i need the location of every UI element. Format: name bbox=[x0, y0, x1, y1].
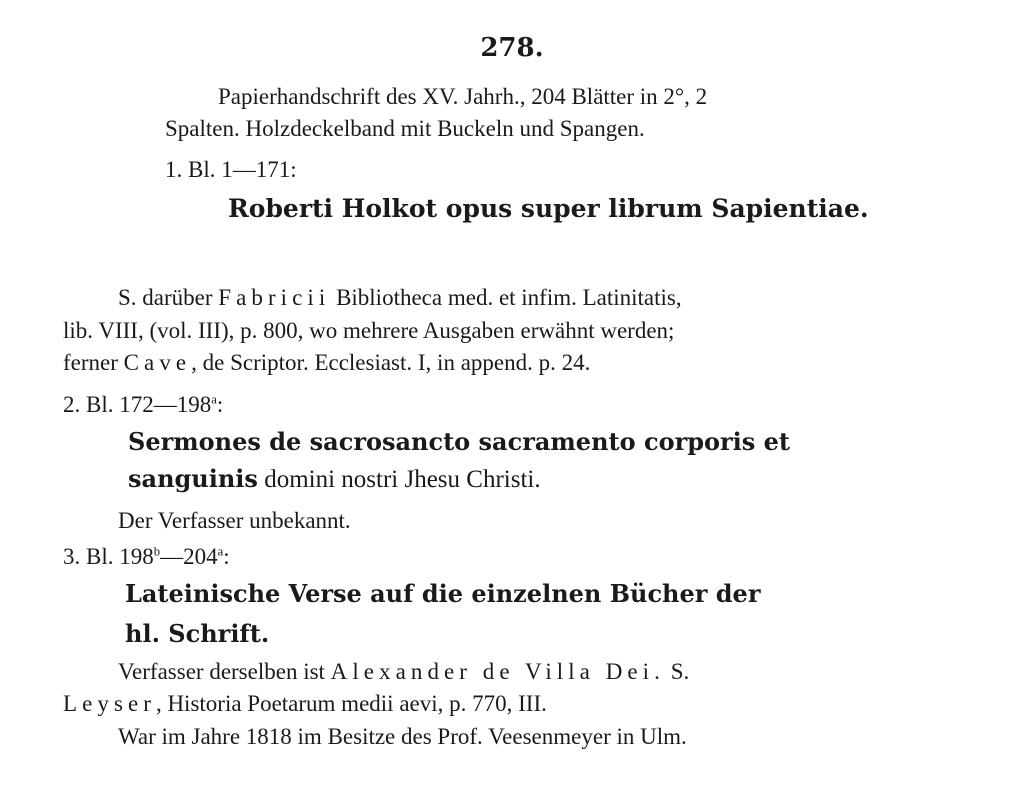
note-1-text: S. darüber bbox=[118, 285, 213, 310]
author-name-cave: Cave bbox=[123, 350, 192, 375]
author-name-fabricius: Fabricii bbox=[218, 285, 331, 310]
note-1-line-3 bbox=[63, 351, 590, 374]
item-1-title: Roberti Holkot opus super librum Sapientiae. bbox=[228, 194, 869, 223]
item-2-reference bbox=[63, 393, 223, 416]
item-3-ref-sup-2: a bbox=[217, 544, 224, 559]
note-3-line-3: War im Jahre 1818 im Besitze des Prof. Veesenmeyer in Ulm. bbox=[118, 724, 687, 749]
item-2-note: Der Verfasser unbekannt. bbox=[118, 508, 351, 533]
note-3-text: , Historia Poetarum medii aevi, p. 770, III. bbox=[155, 691, 547, 716]
note-1-line-2: lib. VIII, (vol. III), p. 800, wo mehrere Ausgaben erwähnt werden; bbox=[63, 318, 675, 343]
intro-line-1: Papierhandschrift des XV. Jahrh., 204 Blätter in 2°, 2 bbox=[218, 84, 708, 109]
author-name-leyser: Leyser bbox=[63, 691, 156, 716]
item-2-title-bold: sanguinis bbox=[128, 464, 258, 493]
item-2-title-line-2 bbox=[128, 464, 541, 493]
note-3-line-2 bbox=[63, 692, 547, 715]
item-3-ref-text: 3. Bl. 198 bbox=[63, 544, 154, 569]
item-3-title-line-1: Lateinische Verse auf die einzelnen Bücher der bbox=[125, 579, 761, 608]
note-1-text: ferner bbox=[63, 350, 118, 375]
item-1-reference: 1. Bl. 1—171: bbox=[165, 157, 297, 182]
item-3-reference bbox=[63, 545, 230, 568]
item-2-ref-sup: a bbox=[211, 392, 217, 407]
note-3-line-1 bbox=[118, 660, 689, 683]
note-3-text: Verfasser derselben ist bbox=[118, 659, 325, 684]
page-number: 278. bbox=[480, 33, 544, 63]
note-1-text: Bibliotheca med. et infim. Latinitatis, bbox=[336, 285, 682, 310]
note-1-line-1 bbox=[118, 286, 682, 309]
note-3-text: S. bbox=[664, 659, 690, 684]
item-2-title-line-1: Sermones de sacrosancto sacramento corporis et bbox=[128, 427, 791, 456]
intro-line-2: Spalten. Holzdeckelband mit Buckeln und Spangen. bbox=[165, 116, 645, 141]
item-2-title-rest: domini nostri Jhesu Christi. bbox=[257, 466, 541, 493]
author-name-alexander: Alexander de Villa Dei. bbox=[330, 659, 665, 684]
item-3-ref-range: —204 bbox=[160, 544, 218, 569]
item-3-ref-colon: : bbox=[223, 544, 230, 569]
item-2-ref-text: 2. Bl. 172—198 bbox=[63, 392, 212, 417]
item-3-ref-sup-1: b bbox=[153, 544, 161, 559]
item-3-title-line-2: hl. Schrift. bbox=[125, 619, 270, 648]
item-2-ref-colon: : bbox=[216, 392, 224, 417]
note-1-text: , de Scriptor. Ecclesiast. I, in append. p. 24. bbox=[191, 350, 591, 375]
